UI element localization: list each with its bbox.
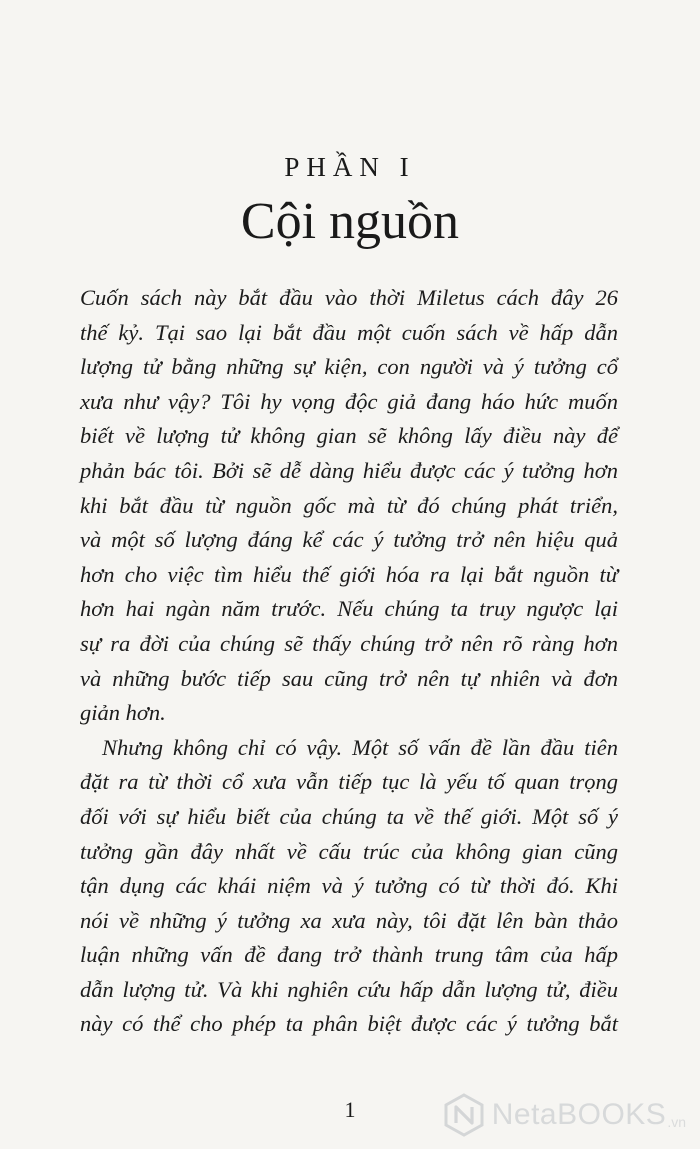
text-line: và một số lượng đáng kể các ý tưởng trở nên hiệu quả [80, 527, 618, 553]
text-line: đối với sự hiểu biết của chúng ta về thế giới. Một số ý [80, 803, 618, 829]
text-line: hơn cho việc tìm hiểu thế giới hóa ra lại bắt nguồn từ [80, 561, 618, 587]
text-line: đặt ra từ thời cổ xưa vẫn tiếp tục là yếu tố quan trọng [80, 769, 618, 795]
part-label: PHẦN I [284, 152, 416, 182]
text-line: phản bác tôi. Bởi sẽ dễ dàng hiểu được các ý tưởng hơn [80, 457, 618, 483]
text-line: tưởng gần đây nhất về cấu trúc của không gian cũng [80, 838, 618, 864]
text-line: tận dụng các khái niệm và ý tưởng có từ thời đó. Khi [80, 873, 618, 899]
text-line: biết về lượng tử không gian sẽ không lấy điều này để [80, 423, 618, 449]
text-line: xưa như vậy? Tôi hy vọng độc giả đang háo hức muốn [80, 388, 618, 414]
text-line: luận những vấn đề đang trở thành trung tâm của hấp [80, 942, 618, 968]
chapter-title: Cội nguồn [240, 193, 460, 250]
text-line: này có thể cho phép ta phân biệt được các ý tưởng bắt [80, 1011, 618, 1037]
body-text [80, 281, 618, 1042]
text-line: nói về những ý tưởng xa xưa này, tôi đặt lên bàn thảo [80, 907, 618, 933]
watermark-brand: NetaBOOKS [491, 1098, 667, 1131]
text-line: sự ra đời của chúng sẽ thấy chúng trở nên rõ ràng hơn [80, 630, 618, 656]
watermark-suffix: .vn [667, 1114, 686, 1130]
page-number: 1 [344, 1097, 356, 1122]
text-line: dẫn lượng tử. Và khi nghiên cứu hấp dẫn lượng tử, điều [80, 976, 618, 1002]
paragraph [80, 281, 618, 731]
text-line: hơn hai ngàn năm trước. Nếu chúng ta truy ngược lại [80, 596, 618, 622]
text-line: khi bắt đầu từ nguồn gốc mà từ đó chúng phát triển, [80, 492, 618, 518]
paragraph [80, 731, 618, 1042]
text-line: lượng tử bằng những sự kiện, con người và ý tưởng cổ [80, 354, 618, 380]
text-line: giản hơn. [80, 700, 166, 726]
netabooks-logo-icon [442, 1093, 486, 1137]
text-line: thế kỷ. Tại sao lại bắt đầu một cuốn sách về hấp dẫn [80, 319, 618, 345]
watermark [442, 1093, 686, 1137]
text-line: Cuốn sách này bắt đầu vào thời Miletus cách đây 26 [80, 285, 618, 310]
text-line: và những bước tiếp sau cũng trở nên tự nhiên và đơn [80, 665, 618, 691]
text-line: Nhưng không chỉ có vậy. Một số vấn đề lần đầu tiên [102, 734, 618, 760]
